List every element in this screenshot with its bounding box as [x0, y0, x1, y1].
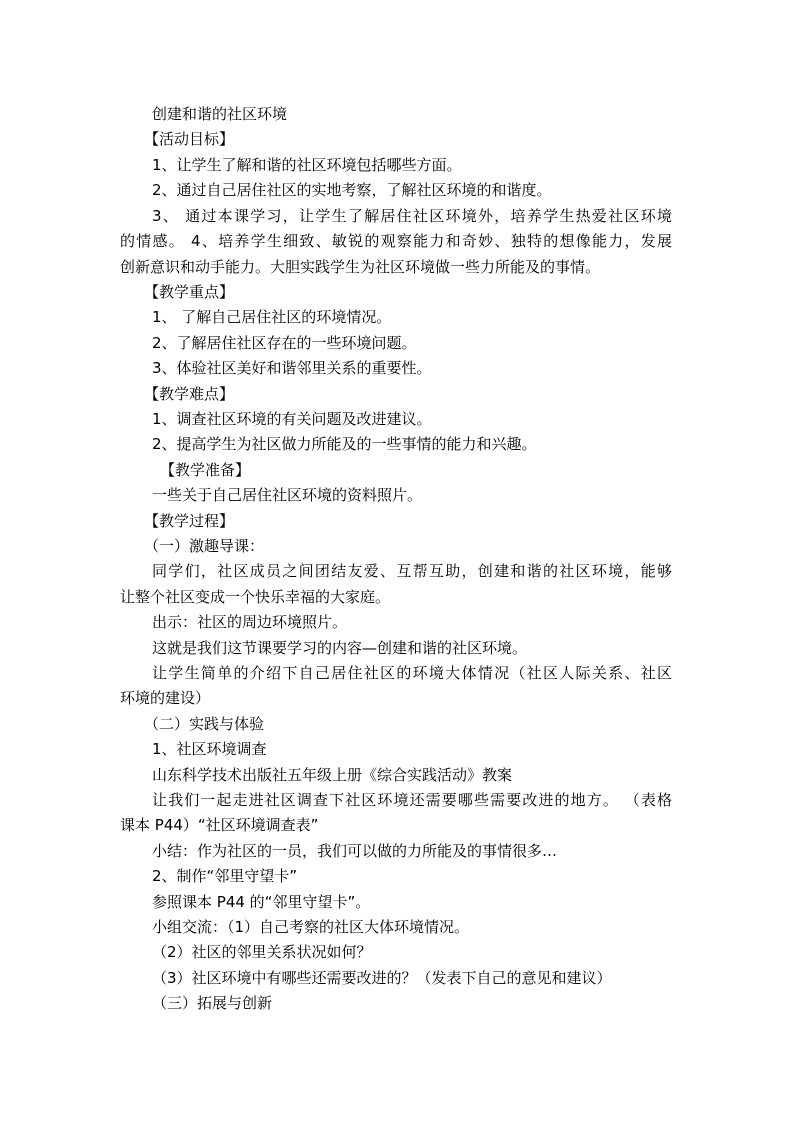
text-line: 小结：作为社区的一员，我们可以做的力所能及的事情很多…: [152, 842, 558, 860]
section-heading-preparation: 【教学准备】: [160, 461, 251, 479]
section-heading-key-points: 【教学重点】: [144, 283, 235, 301]
text-line: 创新意识和动手能力。大胆实践学生为社区环境做一些力所能及的事情。: [120, 258, 601, 276]
text-line: （3）社区环境中有哪些还需要改进的？（发表下自己的意见和建议）: [152, 969, 612, 987]
text-line: 1、社区环境调查: [152, 740, 267, 758]
text-line: 参照课本 P44 的“邻里守望卡”。: [152, 893, 371, 911]
text-line: 这就是我们这节课要学习的内容—创建和谐的社区环境。: [152, 639, 528, 657]
text-line: 一些关于自己居住社区环境的资料照片。: [152, 486, 423, 504]
text-line: 1、调查社区环境的有关问题及改进建议。: [152, 410, 432, 428]
text-line: 2、制作“邻里守望卡”: [152, 867, 298, 885]
subsection-heading: （一）激趣导课：: [144, 537, 265, 555]
text-line: 环境的建设）: [120, 689, 211, 707]
subsection-heading: （二）实践与体验: [144, 715, 265, 733]
text-line: 3、体验社区美好和谐邻里关系的重要性。: [152, 359, 432, 377]
text-line: 同学们，社区成员之间团结友爱、互帮互助，创建和谐的社区环境，能够: [152, 562, 672, 580]
text-line: 1、让学生了解和谐的社区环境包括哪些方面。: [152, 156, 462, 174]
text-line: 山东科学技术出版社五年级上册《综合实践活动》教案: [152, 766, 513, 784]
section-heading-process: 【教学过程】: [144, 512, 235, 530]
text-line: 3、 通过本课学习，让学生了解居住社区环境外，培养学生热爱社区环境: [152, 207, 672, 225]
text-line: 课本 P44）“社区环境调查表”: [120, 816, 319, 834]
text-line: 2、了解居住社区存在的一些环境问题。: [152, 334, 417, 352]
text-line: （2）社区的邻里关系状况如何？: [152, 943, 372, 961]
text-line: 出示：社区的周边环境照片。: [152, 613, 348, 631]
section-heading-difficulties: 【教学难点】: [144, 385, 235, 403]
text-line: 的情感。 4、培养学生细致、敏锐的观察能力和奇妙、独特的想像能力，发展: [120, 232, 672, 250]
subsection-heading: （三）拓展与创新: [152, 994, 273, 1012]
text-line: 小组交流：（1）自己考察的社区大体环境情况。: [152, 918, 470, 936]
text-line: 1、 了解自己居住社区的环境情况。: [152, 308, 392, 326]
section-heading-objectives: 【活动目标】: [144, 130, 235, 148]
text-line: 2、通过自己居住社区的实地考察，了解社区环境的和谐度。: [152, 181, 552, 199]
text-line: 让整个社区变成一个快乐幸福的大家庭。: [120, 588, 391, 606]
document-title: 创建和谐的社区环境: [152, 105, 288, 123]
text-line: 2、提高学生为社区做力所能及的一些事情的能力和兴趣。: [152, 435, 537, 453]
text-line: 让我们一起走进社区调查下社区环境还需要哪些需要改进的地方。 （表格: [152, 791, 672, 809]
text-line: 让学生简单的介绍下自己居住社区的环境大体情况（社区人际关系、社区: [152, 664, 672, 682]
